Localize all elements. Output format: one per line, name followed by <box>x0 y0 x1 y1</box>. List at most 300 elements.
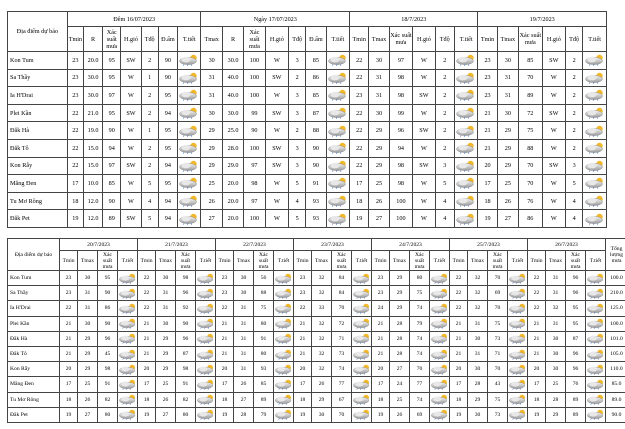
location-name: Tu Mơ Rông <box>8 392 60 407</box>
value-cell: 31 <box>234 362 254 377</box>
col-tmin: Tmin <box>450 251 468 271</box>
value-cell: W <box>413 175 435 193</box>
value-cell: 94 <box>103 139 121 157</box>
value-cell: 25 <box>390 392 410 407</box>
value-cell: 31 <box>546 271 566 286</box>
value-cell: 96 <box>566 346 586 361</box>
table-row <box>8 331 625 346</box>
value-cell: 18 <box>216 392 234 407</box>
location-name: Đăk Hà <box>8 122 68 140</box>
cloud-sun-rain-icon <box>196 394 216 405</box>
cloud-sun-rain-icon <box>430 409 450 420</box>
value-cell: 2 <box>435 52 454 70</box>
value-cell: 19 <box>372 407 390 422</box>
value-cell: W <box>542 87 566 105</box>
value-cell: 17 <box>216 377 234 392</box>
weather-cell <box>118 271 138 286</box>
value-cell: 21 <box>478 139 497 157</box>
value-cell: W <box>265 52 289 70</box>
weather-cell <box>352 286 372 301</box>
value-cell: 4 <box>435 210 454 228</box>
value-cell: 21 <box>372 346 390 361</box>
weather-cell <box>196 362 216 377</box>
value-cell: SW <box>121 52 141 70</box>
cloud-sun-rain-icon <box>352 409 372 420</box>
value-cell: 80 <box>176 407 196 422</box>
value-cell: W <box>121 192 141 210</box>
value-cell: 75 <box>410 286 430 301</box>
col-rain-probability: Xác suất mưa <box>332 251 352 271</box>
value-cell: 29 <box>369 157 389 175</box>
value-cell: 5 <box>141 175 158 193</box>
total-rain-value: 89.0 <box>606 392 625 407</box>
value-cell: SW <box>265 157 289 175</box>
value-cell: SW <box>413 122 435 140</box>
value-cell: 98 <box>389 87 413 105</box>
value-cell: 21 <box>60 331 78 346</box>
weather-cell <box>583 139 607 157</box>
weather-cell <box>118 286 138 301</box>
col-tmax: Tmax <box>546 251 566 271</box>
weather-cell <box>177 87 201 105</box>
location-name: Măng Đen <box>8 175 68 193</box>
value-cell: W <box>265 175 289 193</box>
cloud-sun-rain-icon <box>178 72 200 84</box>
weather-cell <box>583 175 607 193</box>
value-cell: 21 <box>60 316 78 331</box>
value-cell: 20 <box>138 362 156 377</box>
cloud-sun-rain-icon <box>455 72 477 84</box>
value-cell: 4 <box>435 192 454 210</box>
value-cell: 22 <box>67 104 83 122</box>
value-cell: 28 <box>390 316 410 331</box>
value-cell: 32 <box>312 286 332 301</box>
value-cell: 17 <box>350 175 369 193</box>
value-cell: 30 <box>201 104 222 122</box>
weather-cell <box>118 316 138 331</box>
value-cell: 22 <box>350 157 369 175</box>
value-cell: 31 <box>78 301 98 316</box>
value-cell: 89 <box>519 87 543 105</box>
cloud-sun-rain-icon <box>196 379 216 390</box>
col-tmin: Tmin <box>60 251 78 271</box>
value-cell: 18 <box>478 192 497 210</box>
total-rain-header: Tổng lượng mưa <box>606 239 625 271</box>
weather-cell <box>430 316 450 331</box>
cloud-sun-rain-icon <box>352 288 372 299</box>
value-cell: 25 <box>369 175 389 193</box>
location-name: Ia H'Drai <box>8 301 60 316</box>
value-cell: 87 <box>566 331 586 346</box>
value-cell: 2 <box>566 87 583 105</box>
value-cell: 29 <box>497 157 518 175</box>
cloud-sun-rain-icon <box>178 125 200 137</box>
value-cell: 3 <box>566 157 583 175</box>
cloud-sun-rain-icon <box>455 213 477 225</box>
cloud-sun-rain-icon <box>584 142 606 154</box>
weather-cell <box>508 407 528 422</box>
col-rain-probability: Xác suất mưa <box>566 251 586 271</box>
value-cell: 93 <box>306 210 326 228</box>
location-name: Kon Rẫy <box>8 362 60 377</box>
value-cell: 29 <box>369 139 389 157</box>
value-cell: 85 <box>306 52 326 70</box>
value-cell: 75 <box>488 316 508 331</box>
value-cell: 84 <box>332 286 352 301</box>
value-cell: 31 <box>234 346 254 361</box>
value-cell: 31 <box>234 331 254 346</box>
value-cell: 29 <box>156 362 176 377</box>
value-cell: 82 <box>98 392 118 407</box>
value-cell: 80 <box>254 316 274 331</box>
value-cell: 85 <box>103 175 121 193</box>
total-rain-value: 85.0 <box>606 377 625 392</box>
cloud-sun-rain-icon <box>274 318 294 329</box>
date-header: 21/7/2023 <box>138 239 216 251</box>
col-weather: T.tiết <box>586 251 606 271</box>
col-wind-direction: H.gió <box>413 27 435 52</box>
value-cell: W <box>121 69 141 87</box>
value-cell: 80 <box>410 271 430 286</box>
weather-cell <box>177 52 201 70</box>
cloud-sun-rain-icon <box>178 195 200 207</box>
value-cell: 20.0 <box>83 52 102 70</box>
value-cell: 2 <box>435 87 454 105</box>
value-cell: 18 <box>60 392 78 407</box>
weather-cell <box>274 392 294 407</box>
value-cell: 30 <box>78 316 98 331</box>
value-cell: 30.0 <box>83 87 102 105</box>
value-cell: 19 <box>138 407 156 422</box>
date-header: 24/7/2023 <box>372 239 450 251</box>
value-cell: 29 <box>201 157 222 175</box>
weather-cell <box>352 362 372 377</box>
value-cell: 22 <box>138 301 156 316</box>
value-cell: 79 <box>410 316 430 331</box>
value-cell: 77 <box>332 377 352 392</box>
period-header: Ngày 17/07/2023 <box>201 12 350 27</box>
value-cell: 30 <box>201 52 222 70</box>
value-cell: 28 <box>546 392 566 407</box>
cloud-sun-rain-icon <box>327 72 349 84</box>
value-cell: 90 <box>98 286 118 301</box>
weather-cell <box>454 69 478 87</box>
period-header: 19/7/2023 <box>478 12 607 27</box>
cloud-sun-rain-icon <box>118 349 138 360</box>
cloud-sun-rain-icon <box>352 303 372 314</box>
value-cell: 95 <box>566 316 586 331</box>
value-cell: 26 <box>390 407 410 422</box>
value-cell: 80 <box>254 346 274 361</box>
value-cell: W <box>121 87 141 105</box>
value-cell: 3 <box>289 104 306 122</box>
value-cell: 30 <box>78 271 98 286</box>
cloud-sun-rain-icon <box>430 333 450 344</box>
cloud-sun-rain-icon <box>584 195 606 207</box>
weather-cell <box>177 157 201 175</box>
value-cell: 91 <box>98 377 118 392</box>
value-cell: 2 <box>566 104 583 122</box>
value-cell: 19 <box>528 407 546 422</box>
weather-cell <box>274 407 294 422</box>
total-rain-value: 105.0 <box>606 346 625 361</box>
weather-cell <box>274 331 294 346</box>
value-cell: 31 <box>497 87 518 105</box>
table-row <box>8 157 607 175</box>
total-rain-value: 100.0 <box>606 271 625 286</box>
value-cell: 30 <box>546 362 566 377</box>
value-cell: 84 <box>332 271 352 286</box>
col-tmax: Tmax <box>156 251 176 271</box>
value-cell: 23 <box>372 271 390 286</box>
value-cell: 69 <box>488 286 508 301</box>
value-cell: 22 <box>350 104 369 122</box>
cloud-sun-rain-icon <box>118 288 138 299</box>
value-cell: 26 <box>497 192 518 210</box>
cloud-sun-rain-icon <box>508 394 528 405</box>
col-weather: T.tiết <box>326 27 350 52</box>
value-cell: 2 <box>141 104 158 122</box>
value-cell: 25 <box>78 377 98 392</box>
value-cell: 91 <box>254 331 274 346</box>
col-tmax: Tmax <box>497 27 518 52</box>
value-cell: 90 <box>158 52 177 70</box>
value-cell: 30.0 <box>222 104 243 122</box>
weather-cell <box>274 377 294 392</box>
value-cell: 31 <box>546 316 566 331</box>
date-header: 26/7/2023 <box>528 239 606 251</box>
weather-cell <box>430 301 450 316</box>
value-cell: 17 <box>478 175 497 193</box>
value-cell: 74 <box>410 301 430 316</box>
value-cell: 2 <box>566 69 583 87</box>
cloud-sun-rain-icon <box>430 349 450 360</box>
value-cell: W <box>413 69 435 87</box>
value-cell: 91 <box>176 377 196 392</box>
cloud-sun-rain-icon <box>274 379 294 390</box>
cloud-sun-rain-icon <box>430 394 450 405</box>
weather-cell <box>430 362 450 377</box>
value-cell: W <box>121 175 141 193</box>
value-cell: 29 <box>390 271 410 286</box>
value-cell: 5 <box>435 175 454 193</box>
value-cell: 10.0 <box>83 175 102 193</box>
weather-cell <box>586 362 606 377</box>
value-cell: 18 <box>350 192 369 210</box>
value-cell: 33 <box>312 301 332 316</box>
value-cell: 95 <box>103 52 121 70</box>
value-cell: 22 <box>450 301 468 316</box>
value-cell: 30 <box>156 271 176 286</box>
value-cell: 20 <box>216 362 234 377</box>
value-cell: 25 <box>201 175 222 193</box>
value-cell: 27 <box>201 210 222 228</box>
weather-cell <box>583 69 607 87</box>
weather-cell <box>196 392 216 407</box>
value-cell: 19 <box>450 407 468 422</box>
value-cell: 21 <box>528 316 546 331</box>
value-cell: 29 <box>201 122 222 140</box>
col-rain-probability: Xác suất mưa <box>176 251 196 271</box>
value-cell: 87 <box>176 346 196 361</box>
value-cell: 98 <box>98 362 118 377</box>
value-cell: W <box>413 192 435 210</box>
weather-cell <box>583 210 607 228</box>
table-row <box>8 139 607 157</box>
value-cell: 82 <box>176 392 196 407</box>
weather-cell <box>454 175 478 193</box>
table-row <box>8 377 625 392</box>
value-cell: 90 <box>158 69 177 87</box>
weather-cell <box>430 286 450 301</box>
value-cell: 2 <box>289 69 306 87</box>
value-cell: 5 <box>289 210 306 228</box>
value-cell: 21.0 <box>83 104 102 122</box>
weather-cell <box>508 392 528 407</box>
value-cell: 26 <box>156 392 176 407</box>
weather-cell <box>196 316 216 331</box>
cloud-sun-rain-icon <box>508 303 528 314</box>
value-cell: 29 <box>390 286 410 301</box>
cloud-sun-rain-icon <box>196 303 216 314</box>
col-tmax: Tmax <box>468 251 488 271</box>
cloud-sun-rain-icon <box>508 409 528 420</box>
value-cell: 23 <box>67 87 83 105</box>
total-rain-value: 125.0 <box>606 301 625 316</box>
weather-cell <box>352 301 372 316</box>
weather-cell <box>454 122 478 140</box>
col-wind-direction: H.gió <box>542 27 566 52</box>
cloud-sun-rain-icon <box>430 303 450 314</box>
cloud-sun-rain-icon <box>508 379 528 390</box>
value-cell: 97 <box>244 157 265 175</box>
value-cell: 23 <box>294 286 312 301</box>
cloud-sun-rain-icon <box>584 72 606 84</box>
value-cell: W <box>413 104 435 122</box>
weather-cell <box>508 377 528 392</box>
value-cell: 76 <box>566 377 586 392</box>
value-cell: 30 <box>369 52 389 70</box>
col-tmax: Tmax <box>234 251 254 271</box>
cloud-sun-rain-icon <box>327 142 349 154</box>
value-cell: 28 <box>390 346 410 361</box>
weather-cell <box>586 286 606 301</box>
value-cell: 29 <box>312 392 332 407</box>
value-cell: 2 <box>435 104 454 122</box>
weather-cell <box>118 331 138 346</box>
weather-cell <box>454 192 478 210</box>
total-rain-value: 110.0 <box>606 362 625 377</box>
value-cell: 76 <box>519 192 543 210</box>
value-cell: 3 <box>289 139 306 157</box>
cloud-sun-rain-icon <box>118 318 138 329</box>
cloud-sun-rain-icon <box>430 379 450 390</box>
value-cell: W <box>121 122 141 140</box>
cloud-sun-rain-icon <box>118 364 138 375</box>
cloud-sun-rain-icon <box>586 288 606 299</box>
value-cell: 26 <box>78 392 98 407</box>
value-cell: 100 <box>389 210 413 228</box>
value-cell: 21 <box>138 331 156 346</box>
table-row <box>8 122 607 140</box>
value-cell: 94 <box>158 104 177 122</box>
value-cell: 21 <box>450 331 468 346</box>
value-cell: 75 <box>519 122 543 140</box>
cloud-sun-rain-icon <box>196 349 216 360</box>
weather-cell <box>118 362 138 377</box>
cloud-sun-rain-icon <box>196 318 216 329</box>
col-weather: T.tiết <box>118 251 138 271</box>
value-cell: 19 <box>60 407 78 422</box>
value-cell: 23 <box>350 87 369 105</box>
value-cell: 30 <box>234 271 254 286</box>
value-cell: 95 <box>158 175 177 193</box>
location-name: Đăk Tô <box>8 346 60 361</box>
weather-cell <box>177 192 201 210</box>
cloud-sun-rain-icon <box>352 333 372 344</box>
cloud-sun-rain-icon <box>352 379 372 390</box>
value-cell: 31 <box>201 87 222 105</box>
weather-cell <box>274 346 294 361</box>
value-cell: 90 <box>306 157 326 175</box>
cloud-sun-rain-icon <box>178 107 200 119</box>
cloud-sun-rain-icon <box>196 273 216 284</box>
cloud-sun-rain-icon <box>274 333 294 344</box>
value-cell: 20 <box>60 362 78 377</box>
cloud-sun-rain-icon <box>327 160 349 172</box>
value-cell: W <box>121 139 141 157</box>
weather-cell <box>177 69 201 87</box>
cloud-sun-rain-icon <box>274 394 294 405</box>
cloud-sun-rain-icon <box>586 273 606 284</box>
weather-cell <box>274 316 294 331</box>
value-cell: 22 <box>528 301 546 316</box>
value-cell: 89 <box>254 392 274 407</box>
value-cell: 90 <box>176 316 196 331</box>
value-cell: 86 <box>306 69 326 87</box>
value-cell: 2 <box>435 122 454 140</box>
value-cell: 95 <box>103 104 121 122</box>
value-cell: 97 <box>244 192 265 210</box>
value-cell: 98 <box>176 362 196 377</box>
value-cell: 27 <box>156 407 176 422</box>
value-cell: 4 <box>566 210 583 228</box>
value-cell: 30 <box>546 346 566 361</box>
value-cell: 21 <box>478 104 497 122</box>
cloud-sun-rain-icon <box>586 333 606 344</box>
value-cell: 99 <box>389 104 413 122</box>
weather-cell <box>454 104 478 122</box>
col-weather: T.tiết <box>508 251 528 271</box>
date-header: 20/7/2023 <box>60 239 138 251</box>
value-cell: 29 <box>78 331 98 346</box>
table-row <box>8 69 607 87</box>
value-cell: 32 <box>468 271 488 286</box>
location-name: Đăk Tô <box>8 139 68 157</box>
value-cell: 29 <box>497 139 518 157</box>
value-cell: 5 <box>289 175 306 193</box>
weather-cell <box>430 377 450 392</box>
weather-cell <box>352 392 372 407</box>
weather-cell <box>583 192 607 210</box>
weather-cell <box>326 175 350 193</box>
cloud-sun-rain-icon <box>586 303 606 314</box>
value-cell: 23 <box>372 286 390 301</box>
col-tmin: Tmin <box>372 251 390 271</box>
table-row <box>8 316 625 331</box>
value-cell: 95 <box>98 271 118 286</box>
value-cell: 18 <box>294 392 312 407</box>
